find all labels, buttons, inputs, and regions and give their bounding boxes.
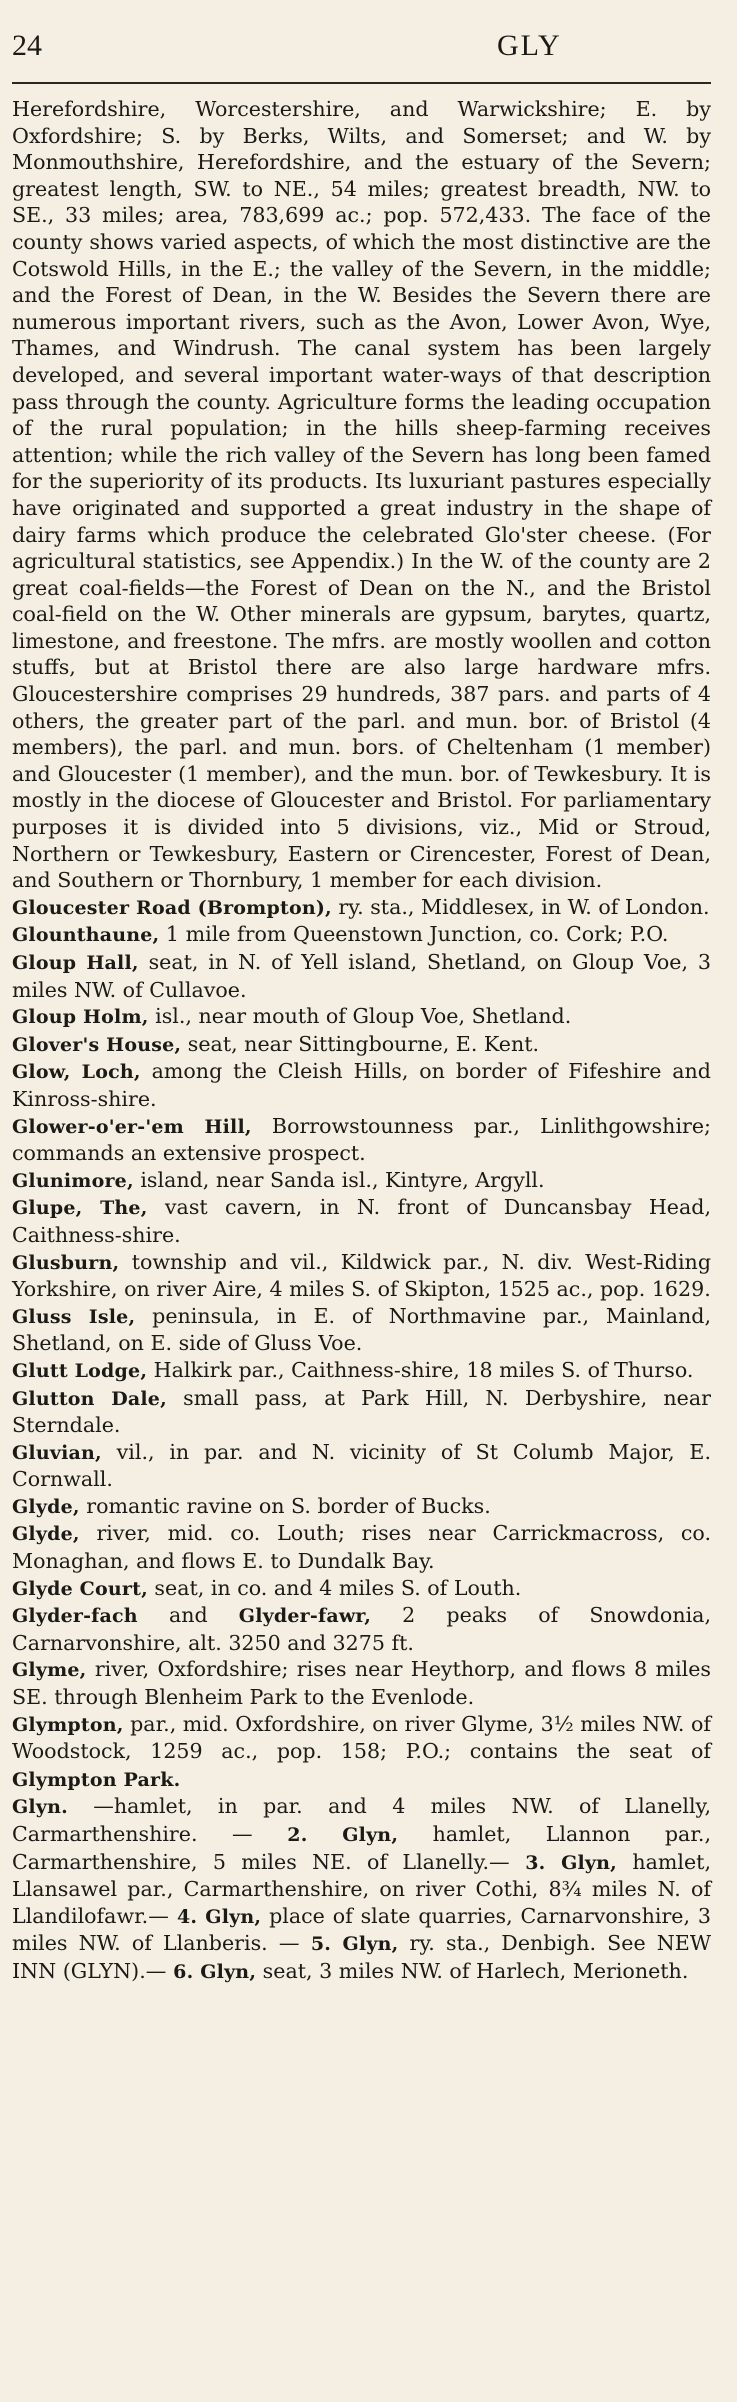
entry-headword: Glover's House, bbox=[12, 1033, 182, 1056]
entry-text: seat, near Sittingbourne, E. Kent. bbox=[181, 1031, 540, 1056]
entry-text: Halkirk par., Caithness-shire, 18 miles S. of Thurso. bbox=[147, 1357, 694, 1382]
entry-headword: Glow, Loch, bbox=[12, 1061, 141, 1084]
gazetteer-entry bbox=[12, 1711, 711, 1794]
gazetteer-entry bbox=[12, 1003, 711, 1031]
entry-headword: Glyde, bbox=[12, 1495, 80, 1518]
entry-seat-name: Glympton Park. bbox=[12, 1768, 181, 1791]
gazetteer-entry bbox=[12, 1575, 711, 1603]
gazetteer-entry bbox=[12, 1303, 711, 1357]
entry-headword: Glympton, bbox=[12, 1713, 124, 1736]
entry-headword: Glupe, The, bbox=[12, 1197, 148, 1220]
entry-text: romantic ravine on S. border of Bucks. bbox=[79, 1493, 491, 1518]
entry-headword: Gluvian, bbox=[12, 1441, 102, 1464]
gazetteer-entry bbox=[12, 1113, 711, 1167]
county-description: Herefordshire, Worcestershire, and Warwickshire; E. by Oxfordshire; S. by Berks, Wilts, and Somerset; and W. by Monmouthshire, Herefordshire, and the estuary of the Severn; greatest length, SW. to NE., 54 miles; greatest breadth, NW. to SE., 33 miles; area, 783,699 ac.; pop. 572,433. The face of the county shows varied aspects, of which the most distinctive are the Cotswold Hills, in the E.; the valley of the Severn, in the middle; and the Forest of Dean, in the W. Besides the Severn there are numerous important rivers, such as the Avon, Lower Avon, Wye, Thames, and Windrush. The canal system has been largely developed, and several important water-ways of that description pass through the county. Agriculture forms the leading occupation of the rural population; in the hills sheep-farming receives attention; while the rich valley of the Severn has long been famed for the superiority of its products. Its luxuriant pastures especially have originated and supported a great industry in the shape of dairy farms which produce the celebrated Glo'ster cheese. (For agricultural statistics, see Appendix.) In the W. of the county are 2 great coal-fields—the Forest of Dean on the N., and the Bristol coal-field on the W. Other minerals are gypsum, barytes, quartz, limestone, and freestone. The mfrs. are mostly woollen and cotton stuffs, but at Bristol there are also large hardware mfrs. Gloucestershire comprises 29 hundreds, 387 pars. and parts of 4 others, the greater part of the parl. and mun. bor. of Bristol (4 members), the parl. and mun. bors. of Cheltenham (1 member) and Gloucester (1 member), and the mun. bor. of Tewkesbury. It is mostly in the diocese of Gloucester and Bristol. For parliamentary purposes it is divided into 5 divisions, viz., Mid or Stroud, Northern or Tewkesbury, Eastern or Cirencester, Forest of Dean, and Southern or Thornbury, 1 member for each division. bbox=[12, 97, 711, 893]
entry-text: vast cavern, in N. front of Duncansbay Head, Caithness-shire. bbox=[12, 1195, 711, 1247]
gazetteer-entry bbox=[12, 1357, 711, 1385]
entry-headword: Glyn. bbox=[12, 1796, 68, 1819]
sub-entry-text: hamlet, Llannon par., Carmarthenshire, 5 miles NE. of Llanelly.— bbox=[12, 1822, 712, 1874]
sub-entry-text: place of slate quarries, Carnarvonshire, 3 miles NW. of Llanberis. — bbox=[12, 1903, 712, 1956]
page-number: 24 bbox=[12, 29, 42, 62]
gazetteer-entry bbox=[12, 1793, 711, 1985]
entry-headword: Glyde, bbox=[12, 1523, 80, 1546]
entry-headword: Gloucester Road (Brompton), bbox=[12, 896, 332, 919]
entry-headword: Glyme, bbox=[12, 1659, 87, 1682]
header-rule bbox=[12, 82, 711, 84]
entry-text: par., mid. Oxfordshire, on river Glyme, 3½ miles NW. of Woodstock, 1259 ac., pop. 158; P.O.; contains the seat of bbox=[12, 1711, 711, 1764]
gazetteer-entry bbox=[12, 1167, 711, 1195]
sub-entry-number: 3. Glyn, bbox=[509, 1851, 617, 1874]
entry-text: 2 peaks of Snowdonia, Carnarvonshire, alt. 3250 and 3275 ft. bbox=[12, 1603, 711, 1655]
sub-entry-number: 4. Glyn, bbox=[168, 1905, 262, 1928]
entry-text: —hamlet, in par. and 4 miles NW. of Llanelly, Carmarthenshire. — bbox=[12, 1794, 711, 1846]
sub-entry-number: 2. Glyn, bbox=[252, 1824, 399, 1846]
sub-entry-text: hamlet, Llansawel par., Carmarthenshire, on river Cothi, 8¾ miles N. of Llandilofawr.— bbox=[12, 1849, 711, 1928]
entry-connector: and bbox=[137, 1603, 239, 1628]
gazetteer-entry bbox=[12, 1520, 711, 1574]
gazetteer-entry bbox=[12, 1031, 711, 1059]
entry-text: township and vil., Kildwick par., N. div. West-Riding Yorkshire, on river Aire, 4 miles S. of Skipton, 1525 ac., pop. 1629. bbox=[12, 1249, 711, 1302]
running-head bbox=[12, 26, 711, 66]
entry-headword: Glunimore, bbox=[12, 1169, 134, 1192]
entry-text: seat, in co. and 4 miles S. of Louth. bbox=[147, 1575, 522, 1600]
entry-list bbox=[12, 894, 711, 1986]
sub-entry-number: 6. Glyn, bbox=[166, 1960, 257, 1983]
gazetteer-column bbox=[12, 96, 711, 1986]
entry-text: ry. sta., Middlesex, in W. of London. bbox=[331, 894, 710, 919]
entry-text: seat, in N. of Yell island, Shetland, on Gloup Voe, 3 miles NW. of Cullavoe. bbox=[12, 950, 712, 1002]
gazetteer-entry bbox=[12, 1249, 711, 1303]
gazetteer-entry bbox=[12, 1058, 711, 1112]
sub-entry-text: ry. sta., Denbigh. See NEW INN (GLYN).— bbox=[12, 1931, 711, 1983]
gazetteer-entry bbox=[12, 894, 711, 922]
entry-headword: Glower-o'er-'em Hill, bbox=[12, 1115, 252, 1138]
gazetteer-entry bbox=[12, 1656, 711, 1710]
entry-headword: Glyder-fach bbox=[12, 1605, 138, 1628]
entry-text: vil., in par. and N. vicinity of St Columb Major, E. Cornwall. bbox=[12, 1439, 711, 1492]
entry-text: peninsula, in E. of Northmavine par., Mainland, Shetland, on E. side of Gluss Voe. bbox=[12, 1303, 711, 1356]
entry-headword: Glounthaune, bbox=[12, 924, 160, 947]
gazetteer-entry bbox=[12, 921, 711, 949]
entry-text: isl., near mouth of Gloup Voe, Shetland. bbox=[148, 1004, 572, 1029]
sub-entry-text: seat, 3 miles NW. of Harlech, Merioneth. bbox=[256, 1958, 689, 1983]
entry-text: small pass, at Park Hill, N. Derbyshire, near Sterndale. bbox=[12, 1385, 711, 1438]
entry-headword: Gloup Hall, bbox=[12, 952, 139, 974]
entry-text: river, mid. co. Louth; rises near Carrickmacross, co. Monaghan, and flows E. to Dundalk Bay. bbox=[12, 1521, 711, 1574]
entry-headword: Gloup Holm, bbox=[12, 1006, 149, 1029]
gazetteer-entry bbox=[12, 1385, 711, 1439]
entry-headword-secondary: Glyder-fawr, bbox=[238, 1605, 372, 1628]
gazetteer-entry bbox=[12, 1439, 711, 1493]
entry-headword: Glutton Dale, bbox=[12, 1387, 167, 1410]
entry-text: river, Oxfordshire; rises near Heythorp, and flows 8 miles SE. through Blenheim Park to the Evenlode. bbox=[12, 1657, 711, 1710]
entry-text: island, near Sanda isl., Kintyre, Argyll. bbox=[133, 1167, 545, 1192]
entry-text: 1 mile from Queenstown Junction, co. Cork; P.O. bbox=[159, 922, 669, 947]
entry-headword: Glutt Lodge, bbox=[12, 1359, 148, 1382]
gazetteer-entry bbox=[12, 1493, 711, 1521]
running-head-word: GLY bbox=[497, 29, 562, 62]
entry-headword: Glusburn, bbox=[12, 1251, 120, 1274]
sub-entry-number: 5. Glyn, bbox=[299, 1933, 399, 1956]
entry-headword: Glyde Court, bbox=[12, 1577, 148, 1600]
entry-headword: Gluss Isle, bbox=[12, 1305, 136, 1328]
entry-text: among the Cleish Hills, on border of Fifeshire and Kinross-shire. bbox=[12, 1059, 711, 1111]
gazetteer-entry bbox=[12, 1194, 711, 1248]
gazetteer-entry bbox=[12, 1602, 711, 1656]
gazetteer-entry bbox=[12, 949, 711, 1003]
entry-text: Borrowstounness par., Linlithgowshire; commands an extensive prospect. bbox=[12, 1113, 711, 1166]
